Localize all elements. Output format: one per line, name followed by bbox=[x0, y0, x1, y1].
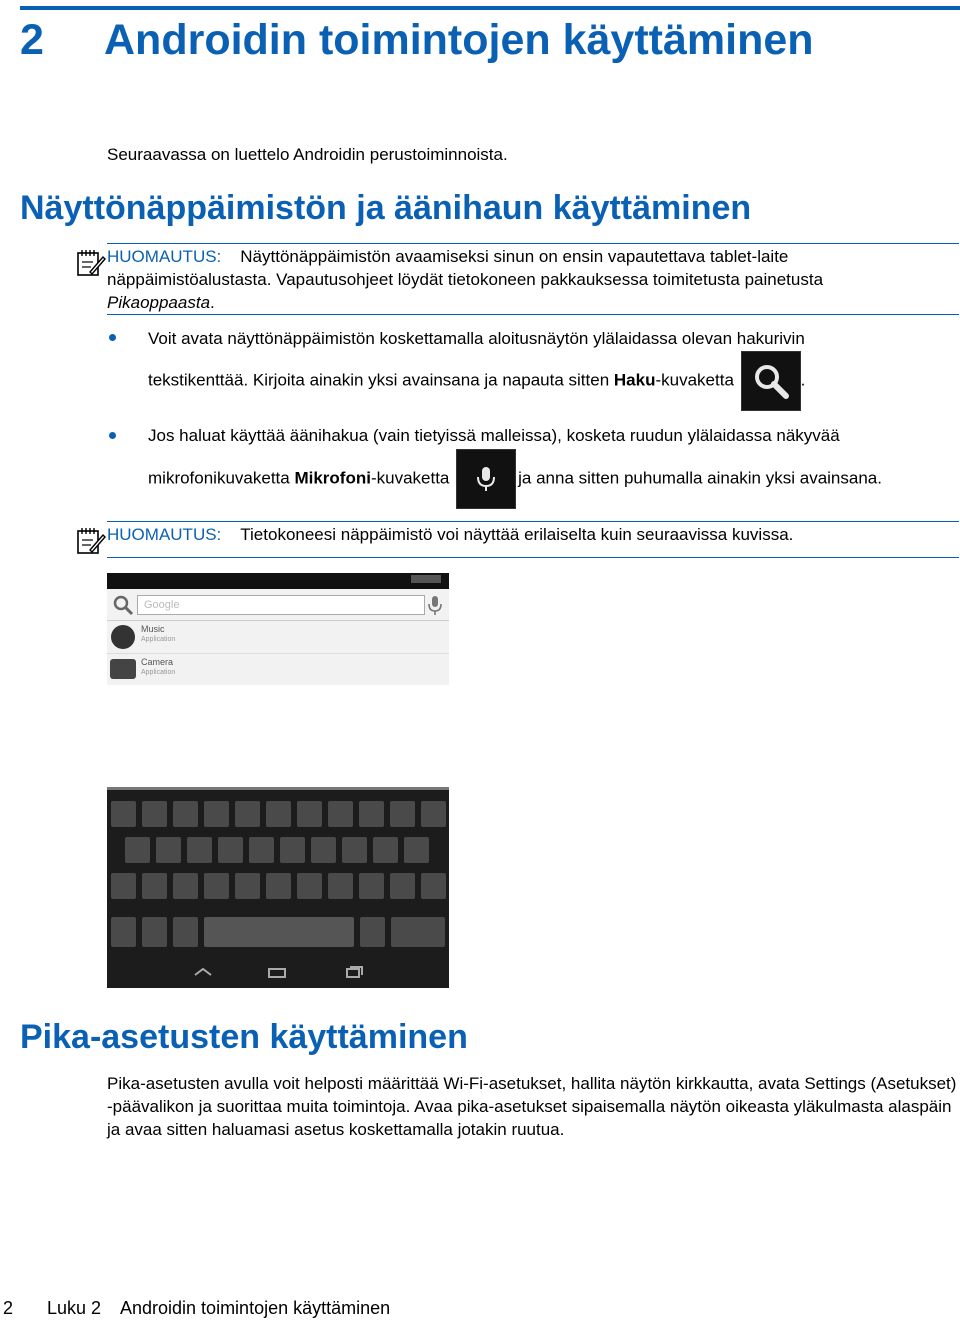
keyboard-key[interactable] bbox=[218, 837, 243, 863]
chapter-number: 2 bbox=[20, 16, 44, 64]
keyboard-key[interactable] bbox=[404, 837, 429, 863]
keyboard-screenshot bbox=[107, 787, 449, 988]
keyboard-key[interactable] bbox=[359, 873, 384, 899]
note1-bottom-rule bbox=[107, 314, 959, 315]
section-title-quick-settings: Pika-asetusten käyttäminen bbox=[20, 1018, 468, 1056]
bullet1-text-before: tekstikenttää. Kirjoita ainakin yksi avainsana ja napauta sitten bbox=[148, 370, 614, 390]
note2-text bbox=[107, 523, 793, 546]
keyboard-key[interactable] bbox=[390, 873, 415, 899]
keyboard-key[interactable] bbox=[373, 837, 398, 863]
keyboard-key[interactable] bbox=[173, 917, 198, 947]
search-input[interactable]: Google bbox=[137, 595, 425, 615]
keyboard-key[interactable] bbox=[280, 837, 305, 863]
keyboard-key[interactable] bbox=[266, 873, 291, 899]
keyboard-key[interactable] bbox=[156, 837, 181, 863]
search-icon bbox=[741, 351, 801, 411]
bullet2-line2 bbox=[148, 449, 882, 509]
keyboard-key[interactable] bbox=[173, 801, 198, 827]
result-subtitle: Application bbox=[141, 636, 176, 643]
section-title-keyboard: Näyttönäppäimistön ja äänihaun käyttäminen bbox=[20, 189, 752, 227]
keyboard-key[interactable] bbox=[173, 873, 198, 899]
note1-italic: Pikaoppaasta bbox=[107, 293, 211, 312]
search-icon bbox=[111, 593, 135, 617]
bullet-marker bbox=[109, 432, 116, 439]
list-item[interactable] bbox=[107, 655, 449, 685]
bullet-marker bbox=[109, 334, 116, 341]
microphone-icon bbox=[456, 449, 516, 509]
keyboard-key[interactable] bbox=[125, 837, 150, 863]
quick-settings-paragraph: Pika-asetusten avulla voit helposti määrittää Wi-Fi-asetukset, hallita näytön kirkkautta, avata Settings (Asetukset) -päävalikon ja suorittaa muita toimintoja. Avaa pika-asetukset sipaisemalla näytön oikeasta yläkulmasta alaspäin ja avaa sitten haluamasi asetus koskettamalla jotakin ruutua. bbox=[107, 1074, 957, 1139]
page-number: 2 bbox=[3, 1298, 14, 1318]
keyboard-key[interactable] bbox=[359, 801, 384, 827]
top-rule bbox=[20, 6, 960, 10]
footer-chapter-label: Luku 2 bbox=[47, 1298, 102, 1318]
search-screenshot bbox=[107, 573, 449, 685]
keyboard-key[interactable] bbox=[297, 801, 322, 827]
note1-text bbox=[107, 245, 959, 314]
keyboard-key[interactable] bbox=[297, 873, 322, 899]
keyboard-key[interactable] bbox=[360, 917, 385, 947]
note1-end: . bbox=[210, 293, 215, 312]
result-title: Camera bbox=[141, 657, 174, 667]
keyboard-key[interactable] bbox=[111, 801, 136, 827]
bullet2-line1: Jos haluat käyttää äänihakua (vain tietyissä malleissa), kosketa ruudun ylälaidassa näkyvää bbox=[148, 426, 840, 445]
keyboard-key[interactable] bbox=[142, 801, 167, 827]
bullet1-line2 bbox=[148, 351, 805, 411]
microphone-icon[interactable] bbox=[425, 593, 445, 617]
bullet2-bold: Mikrofoni bbox=[294, 468, 371, 488]
keyboard-key[interactable] bbox=[391, 917, 445, 947]
home-icon[interactable] bbox=[267, 965, 289, 981]
note1-text-part1: Näyttönäppäimistön avaamiseksi sinun on ensin vapautettava tablet-laite bbox=[240, 247, 789, 266]
recent-apps-icon[interactable] bbox=[343, 965, 365, 981]
keyboard-key[interactable] bbox=[142, 873, 167, 899]
bullet1-end: . bbox=[800, 370, 806, 390]
bullet2-text-before: mikrofonikuvaketta bbox=[148, 468, 295, 488]
keyboard-key[interactable] bbox=[204, 873, 229, 899]
keyboard-key[interactable] bbox=[390, 801, 415, 827]
note1-label: HUOMAUTUS: bbox=[107, 247, 222, 266]
note-icon bbox=[76, 248, 106, 278]
keyboard-key[interactable] bbox=[111, 917, 136, 947]
note-icon bbox=[76, 526, 106, 556]
space-bar[interactable] bbox=[204, 917, 354, 947]
note1-top-rule bbox=[107, 243, 959, 244]
back-icon[interactable] bbox=[193, 965, 215, 981]
keyboard-key[interactable] bbox=[235, 801, 260, 827]
keyboard-key[interactable] bbox=[187, 837, 212, 863]
keyboard-key[interactable] bbox=[421, 873, 446, 899]
bullet2-end: ja anna sitten puhumalla ainakin yksi avainsana. bbox=[518, 468, 882, 488]
note2-body: Tietokoneesi näppäimistö voi näyttää erilaiselta kuin seuraavissa kuvissa. bbox=[240, 525, 794, 544]
keyboard-key[interactable] bbox=[342, 837, 367, 863]
music-icon bbox=[111, 625, 135, 649]
chapter-title bbox=[20, 16, 814, 65]
keyboard-key[interactable] bbox=[311, 837, 336, 863]
bullet1-line1: Voit avata näyttönäppäimistön koskettamalla aloitusnäytön ylälaidassa olevan hakurivin bbox=[148, 329, 805, 348]
note2-label: HUOMAUTUS: bbox=[107, 525, 222, 544]
keyboard-key[interactable] bbox=[142, 917, 167, 947]
list-item[interactable] bbox=[107, 622, 449, 652]
keyboard-key[interactable] bbox=[328, 801, 353, 827]
keyboard-key[interactable] bbox=[204, 801, 229, 827]
footer-chapter-title: Androidin toimintojen käyttäminen bbox=[120, 1298, 391, 1318]
camera-icon bbox=[110, 659, 136, 679]
status-bar bbox=[107, 573, 449, 589]
intro-paragraph: Seuraavassa on luettelo Androidin perustoiminnoista. bbox=[107, 145, 508, 164]
result-title: Music bbox=[141, 624, 165, 634]
keyboard-key[interactable] bbox=[266, 801, 291, 827]
keyboard-key[interactable] bbox=[235, 873, 260, 899]
bullet2-text-after: -kuvaketta bbox=[370, 468, 450, 488]
note2-bottom-rule bbox=[107, 557, 959, 558]
keyboard-key[interactable] bbox=[111, 873, 136, 899]
bullet1-text-after: -kuvaketta bbox=[655, 370, 734, 390]
result-subtitle: Application bbox=[141, 669, 176, 676]
chapter-title-text: Androidin toimintojen käyttäminen bbox=[104, 16, 814, 64]
note1-text-part2: näppäimistöalustasta. Vapautusohjeet löydät tietokoneen pakkauksessa toimitetusta painetusta bbox=[107, 270, 824, 289]
keyboard-key[interactable] bbox=[421, 801, 446, 827]
bullet1-bold: Haku bbox=[613, 370, 656, 390]
keyboard-key[interactable] bbox=[249, 837, 274, 863]
note2-top-rule bbox=[107, 521, 959, 522]
keyboard-key[interactable] bbox=[328, 873, 353, 899]
